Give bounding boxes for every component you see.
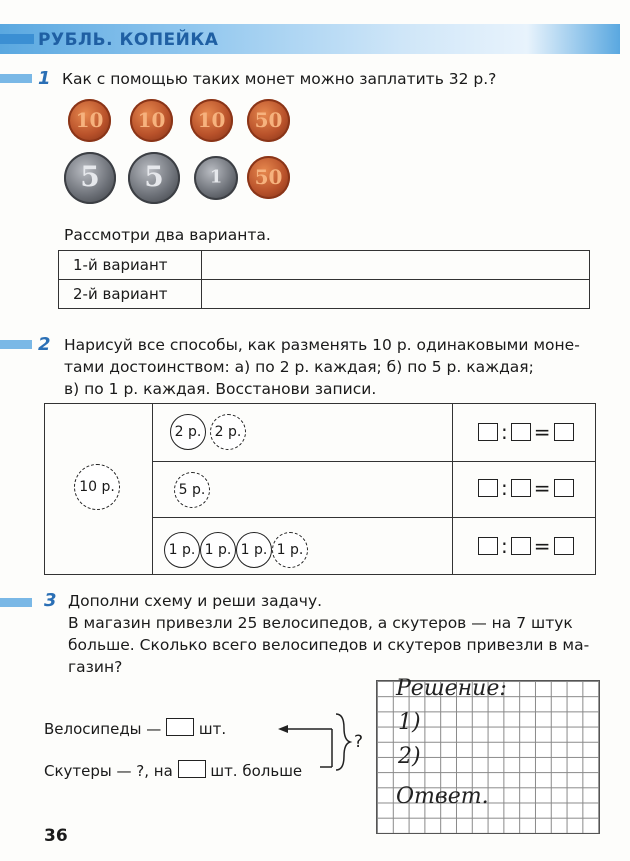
- scheme-bikes: [44, 718, 226, 738]
- coin-50-kop-2: 50: [247, 156, 290, 199]
- coin-5-rub-2: 5: [128, 152, 180, 204]
- task3-marker: [0, 598, 32, 607]
- task3-number: 3: [44, 590, 57, 611]
- exchange-row-divider-2: [152, 517, 595, 518]
- solution-step-1: 1): [398, 710, 421, 735]
- header-accent: [0, 34, 34, 44]
- task1-marker: [0, 74, 32, 83]
- coin-10-rub-2: 10: [130, 99, 173, 142]
- coin-10-rub-3: 10: [190, 99, 233, 142]
- solution-step-2: 2): [398, 744, 421, 769]
- task3-line-1: Дополни схему и реши задачу.: [68, 592, 323, 610]
- task3-line-3: больше. Сколько всего велосипедов и скутеров привезли в ма-: [68, 636, 590, 654]
- task3-line-4: газин?: [68, 658, 123, 676]
- solution-answer: Ответ.: [396, 784, 489, 809]
- equals-sign: =: [533, 420, 551, 444]
- equals-sign: =: [533, 534, 551, 558]
- variant-answer-2[interactable]: [202, 280, 590, 309]
- total-question-mark: ?: [354, 732, 364, 752]
- arrow-head-icon: [278, 725, 288, 733]
- solution-heading: Решение:: [396, 676, 507, 701]
- task2-text: [64, 334, 594, 400]
- bikes-count-box[interactable]: [166, 718, 194, 736]
- variant-row-2: [59, 280, 590, 309]
- equation-row-1: [478, 420, 574, 444]
- equation-2-divisor[interactable]: [511, 479, 531, 497]
- task2-line-3: в) по 1 р. каждая. Восстанови записи.: [64, 380, 377, 398]
- bikes-label: Велосипеды —: [44, 720, 162, 738]
- coin-1-rub: 1: [194, 156, 238, 200]
- scooters-label: Скутеры — ?, на: [44, 762, 173, 780]
- task3-text: [68, 590, 594, 678]
- coin-1-rub-d[interactable]: 1 р.: [272, 532, 308, 568]
- scooters-diff-box[interactable]: [178, 760, 206, 778]
- equation-1-dividend[interactable]: [478, 423, 498, 441]
- task2-number: 2: [38, 334, 51, 355]
- equation-2-result[interactable]: [554, 479, 574, 497]
- colon-sign: :: [501, 534, 508, 558]
- task3-line-2: В магазин привезли 25 велосипедов, а скутеров — на 7 штук: [68, 614, 573, 632]
- coin-2-rub-a: 2 р.: [170, 414, 206, 450]
- task1-question: Как с помощью таких монет можно заплатить 32 р.?: [62, 70, 497, 88]
- coin-50-kop-1: 50: [247, 99, 290, 142]
- coin-10-rub-dashed: 10 р.: [74, 464, 120, 510]
- scheme-scooters: [44, 760, 302, 780]
- coin-2-rub-b[interactable]: 2 р.: [210, 414, 246, 450]
- equation-3-divisor[interactable]: [511, 537, 531, 555]
- bikes-unit: шт.: [198, 720, 227, 738]
- page-title: РУБЛЬ. КОПЕЙКА: [38, 30, 219, 50]
- exchange-divider-1: [152, 403, 153, 574]
- variants-table: [58, 250, 590, 309]
- equation-row-2: [478, 476, 574, 500]
- task1-instruction: Рассмотри два варианта.: [64, 226, 271, 244]
- coin-10-rub-1: 10: [68, 99, 111, 142]
- variant-label-2: 2-й вариант: [59, 280, 202, 309]
- variant-answer-1[interactable]: [202, 251, 590, 280]
- scooters-unit: шт. больше: [210, 762, 303, 780]
- equation-3-result[interactable]: [554, 537, 574, 555]
- exchange-row-divider-1: [152, 461, 595, 462]
- colon-sign: :: [501, 420, 508, 444]
- coin-5-rub-dashed[interactable]: 5 р.: [174, 472, 210, 508]
- coin-5-rub-1: 5: [64, 152, 116, 204]
- curly-brace-icon: [336, 714, 350, 770]
- equals-sign: =: [533, 476, 551, 500]
- task2-line-2: тами достоинством: а) по 2 р. каждая; б) по 5 р. каждая;: [64, 358, 534, 376]
- coin-1-rub-b: 1 р.: [200, 532, 236, 568]
- exchange-divider-2: [452, 403, 453, 574]
- task2-line-1: Нарисуй все способы, как разменять 10 р. одинаковыми моне-: [64, 336, 580, 354]
- coin-1-rub-a: 1 р.: [164, 532, 200, 568]
- page-number: 36: [44, 826, 68, 846]
- coin-1-rub-c: 1 р.: [236, 532, 272, 568]
- colon-sign: :: [501, 476, 508, 500]
- equation-row-3: [478, 534, 574, 558]
- task1-number: 1: [38, 68, 51, 89]
- equation-1-result[interactable]: [554, 423, 574, 441]
- variant-label-1: 1-й вариант: [59, 251, 202, 280]
- equation-3-dividend[interactable]: [478, 537, 498, 555]
- variant-row-1: [59, 251, 590, 280]
- task2-marker: [0, 340, 32, 349]
- equation-2-dividend[interactable]: [478, 479, 498, 497]
- equation-1-divisor[interactable]: [511, 423, 531, 441]
